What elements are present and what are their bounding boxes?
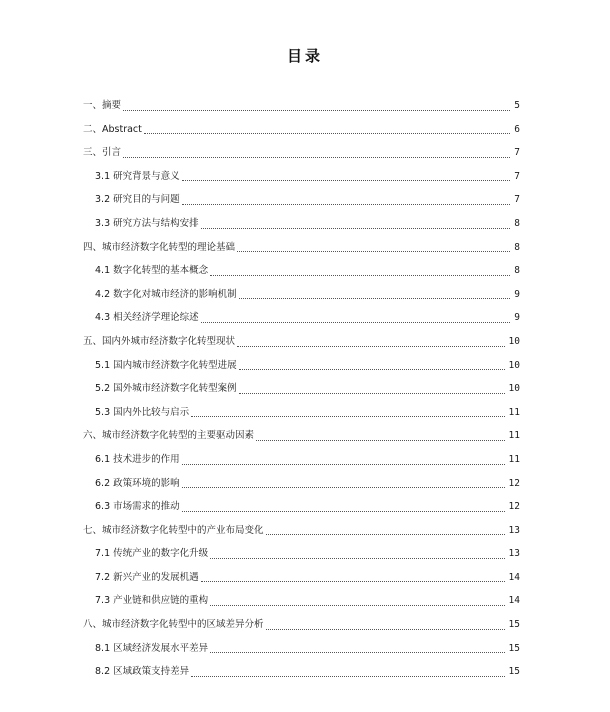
toc-dot-leader (210, 558, 504, 559)
toc-entry-page-number: 7 (514, 170, 520, 182)
toc-entry-page-number: 13 (508, 524, 520, 536)
toc-entry[interactable] (83, 377, 520, 401)
toc-entry-label: 三、引言 (83, 147, 122, 159)
toc-entry-label: 7.1 传统产业的数字化升级 (95, 548, 209, 560)
toc-entry-label: 3.3 研究方法与结构安排 (95, 217, 199, 229)
toc-entry-page-number: 11 (508, 430, 520, 442)
toc-entry[interactable] (83, 283, 520, 307)
toc-entry[interactable] (83, 448, 520, 472)
toc-dot-leader (201, 322, 511, 323)
toc-entry[interactable] (83, 354, 520, 378)
toc-entry[interactable] (83, 94, 520, 118)
toc-entry-label: 7.2 新兴产业的发展机遇 (95, 571, 199, 583)
toc-entry-label: 5.1 国内城市经济数字化转型进展 (95, 359, 237, 371)
toc-dot-leader (239, 369, 505, 370)
toc-entry[interactable] (83, 118, 520, 142)
toc-dot-leader (123, 157, 510, 158)
toc-entry-label: 一、摘要 (83, 100, 122, 111)
toc-entry[interactable] (83, 424, 520, 448)
toc-entry-label: 7.3 产业链和供应链的重构 (95, 595, 209, 607)
toc-entry[interactable] (83, 236, 520, 260)
toc-dot-leader (182, 204, 511, 205)
toc-entry[interactable] (83, 542, 520, 566)
toc-entry-label: 八、城市经济数字化转型中的区域差异分析 (83, 619, 264, 631)
toc-entry-page-number: 11 (508, 406, 520, 418)
toc-entry-label: 3.1 研究背景与意义 (95, 170, 180, 182)
toc-entry[interactable] (83, 637, 520, 661)
toc-dot-leader (256, 440, 505, 441)
toc-entry[interactable] (83, 212, 520, 236)
toc-dot-leader (201, 228, 511, 229)
toc-entry-page-number: 9 (514, 312, 520, 324)
toc-entry-page-number: 8 (514, 217, 520, 229)
toc-entry-page-number: 14 (508, 595, 520, 607)
toc-entry[interactable] (83, 613, 520, 637)
toc-title: 目录 (286, 47, 323, 65)
toc-dot-leader (191, 676, 504, 677)
toc-entry-page-number: 5 (514, 100, 520, 111)
toc-entry-page-number: 15 (508, 666, 520, 678)
toc-dot-leader (182, 180, 511, 181)
toc-dot-leader (266, 629, 505, 630)
toc-entry-page-number: 10 (508, 335, 520, 347)
toc-entry-page-number: 13 (508, 548, 520, 560)
toc-entry-label: 二、Abstract (83, 123, 142, 135)
toc-entry-page-number: 12 (508, 477, 520, 489)
toc-entry[interactable] (83, 306, 520, 330)
toc-dot-leader (266, 534, 505, 535)
toc-entry[interactable] (83, 472, 520, 496)
toc-entry-label: 3.2 研究目的与问题 (95, 194, 180, 206)
toc-entry-label: 8.1 区域经济发展水平差异 (95, 642, 209, 654)
toc-entry[interactable] (83, 495, 520, 519)
toc-entry-label: 4.1 数字化转型的基本概念 (95, 265, 209, 277)
toc-entry[interactable] (83, 188, 520, 212)
toc-entry-page-number: 6 (514, 123, 520, 135)
toc-entry-page-number: 10 (508, 383, 520, 395)
toc-entry-page-number: 8 (514, 241, 520, 253)
toc-dot-leader (210, 652, 504, 653)
toc-entry-page-number: 15 (508, 619, 520, 631)
toc-dot-leader (182, 511, 505, 512)
toc-entry-label: 5.3 国内外比较与启示 (95, 406, 190, 418)
toc-dot-leader (210, 275, 510, 276)
toc-dot-leader (201, 581, 505, 582)
toc-entry[interactable] (83, 141, 520, 165)
toc-entry-label: 4.3 相关经济学理论综述 (95, 312, 199, 324)
toc-entry[interactable] (83, 660, 520, 684)
toc-list (83, 94, 520, 684)
toc-entry-label: 七、城市经济数字化转型中的产业布局变化 (83, 524, 264, 536)
toc-entry-label: 6.1 技术进步的作用 (95, 453, 180, 465)
toc-entry-label: 8.2 区域政策支持差异 (95, 666, 190, 678)
toc-entry[interactable] (83, 401, 520, 425)
toc-entry-page-number: 15 (508, 642, 520, 654)
toc-entry-page-number: 7 (514, 147, 520, 159)
toc-dot-leader (239, 298, 511, 299)
toc-entry-page-number: 7 (514, 194, 520, 206)
toc-entry-page-number: 8 (514, 265, 520, 277)
toc-entry-page-number: 10 (508, 359, 520, 371)
toc-entry[interactable] (83, 330, 520, 354)
toc-entry-label: 6.3 市场需求的推动 (95, 501, 180, 513)
toc-entry-label: 5.2 国外城市经济数字化转型案例 (95, 383, 237, 395)
toc-entry[interactable] (83, 589, 520, 613)
toc-entry-label: 6.2 政策环境的影响 (95, 477, 180, 489)
toc-dot-leader (144, 133, 510, 134)
toc-entry-label: 六、城市经济数字化转型的主要驱动因素 (83, 430, 255, 442)
toc-entry-label: 4.2 数字化对城市经济的影响机制 (95, 288, 237, 300)
toc-dot-leader (182, 487, 505, 488)
toc-dot-leader (237, 251, 510, 252)
toc-entry[interactable] (83, 259, 520, 283)
toc-entry[interactable] (83, 566, 520, 590)
toc-entry-page-number: 12 (508, 501, 520, 513)
toc-entry-page-number: 11 (508, 453, 520, 465)
toc-entry[interactable] (83, 519, 520, 543)
toc-dot-leader (237, 346, 505, 347)
toc-entry-label: 四、城市经济数字化转型的理论基础 (83, 241, 236, 253)
toc-entry-page-number: 14 (508, 571, 520, 583)
toc-entry-label: 五、国内外城市经济数字化转型现状 (83, 335, 236, 347)
toc-dot-leader (239, 393, 505, 394)
toc-dot-leader (191, 416, 504, 417)
toc-entry[interactable] (83, 165, 520, 189)
toc-entry-page-number: 9 (514, 288, 520, 300)
toc-dot-leader (210, 605, 504, 606)
toc-dot-leader (182, 464, 505, 465)
toc-dot-leader (123, 110, 510, 111)
